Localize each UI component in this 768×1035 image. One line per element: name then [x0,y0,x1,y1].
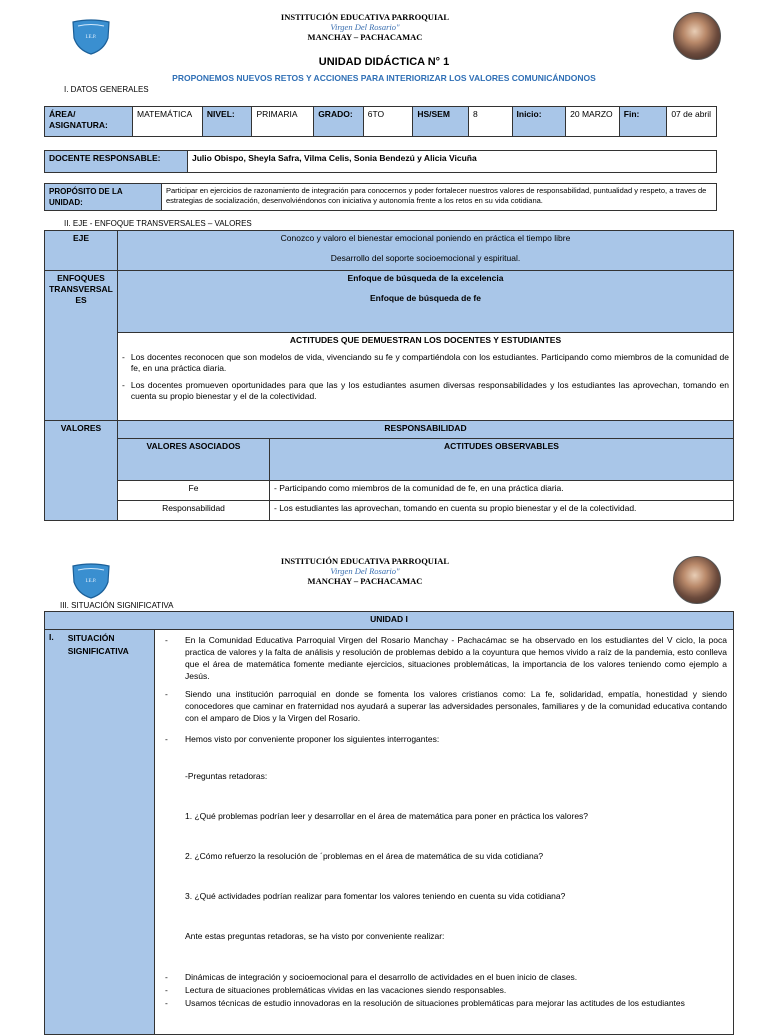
grado-value: 6TO [363,107,413,137]
situacion-paragraph: - En la Comunidad Educativa Parroquial Virgen del Rosario Manchay - Pachacámac se ha observado en los estudiantes del V ciclo, la poca practica de valores y la falta de análisis y resolución de problemas debido a la coyuntura que hemos vivido a raíz de la pandemia, esto conlleva que el área de matemática fomente mediante ejercicios, situaciones problemáticas, la importancia de los valores teniendo como ejemplo a Jesús. [165,635,727,681]
institution-virgin: Virgen Del Rosario" [330,22,400,32]
proposito-value: Participar en ejercicios de razonamiento de integración para conocernos y poder fortalecer nuestros valores de responsabilidad, puntualidad y respeto, a traves de estrategias de socialización, desenvolviéndonos con iniciativa y autonomía frente a los retos en su vida cotidiana. [162,184,717,211]
institution-virgin: Virgen Del Rosario" [330,566,400,576]
fin-value: 07 de abril [667,107,717,137]
valor-responsabilidad: Responsabilidad [118,501,270,521]
section-datos-generales: I. DATOS GENERALES [64,85,149,94]
valor-responsabilidad-text: - Los estudiantes las aprovechan, tomando en cuenta su propio bienestar y el de la colectividad. [270,501,734,521]
school-shield-logo [70,18,112,56]
situacion-table [44,611,734,1035]
unidad-title: UNIDAD I [45,612,734,630]
responsabilidad-title: RESPONSABILIDAD [118,421,734,439]
docente-label: DOCENTE RESPONSABLE: [45,151,188,173]
hs-value: 8 [469,107,513,137]
pregunta-2: 2. ¿Cómo refuerzo la resolución de ´problemas en el área de matemática de su vida cotidiana? [185,851,544,861]
institution-name: INSTITUCIÓN EDUCATIVA PARROQUIAL [280,556,450,566]
actitudes-observables-header: ACTITUDES OBSERVABLES [270,439,734,481]
institution-location: MANCHAY – PACHACAMAC [307,576,423,586]
actitud-2: Los docentes promueven oportunidades para que las y los estudiantes asumen diversas responsabilidades y los estudiantes las aprovechan, tomando en cuenta su propio bienestar y el de la colectividad. [130,380,729,401]
docente-value: Julio Obispo, Sheyla Safra, Vilma Celis, Sonia Bendezú y Alicia Vicuña [188,151,717,173]
eje-line-1: Conozco y valoro el bienestar emocional poniendo en práctica el tiempo libre [280,233,571,243]
docente-table [44,150,717,173]
virgin-mary-photo [673,12,721,60]
area-label: ÁREA/ ASIGNATURA: [45,107,133,137]
actitudes-cell [118,333,734,421]
general-data-table [44,106,717,137]
proposito-label: PROPÓSITO DE LA UNIDAD: [45,184,162,211]
valores-label: VALORES [45,421,118,521]
situacion-content [155,630,734,1035]
eje-line-2: Desarrollo del soporte socioemocional y espiritual. [330,253,521,263]
situacion-paragraph: - Hemos visto por conveniente proponer los siguientes interrogantes: [165,734,440,744]
unit-title: UNIDAD DIDÁCTICA N° 1 [318,56,450,68]
school-shield-logo [70,562,112,600]
enfoques-cell [118,271,734,333]
svg-text:I.E.P.: I.E.P. [85,579,97,584]
situacion-label-cell [45,630,155,1035]
actividad-item: - Lectura de situaciones problemáticas vividas en las vacaciones siendo responsables. [165,985,507,995]
svg-text:I.E.P.: I.E.P. [85,35,97,40]
enfoque-fe: Enfoque de búsqueda de fe [370,293,481,303]
pregunta-3: 3. ¿Qué actividades podrían realizar para fomentar los valores teniendo en cuenta su vida cotidiana? [185,891,566,901]
situacion-label: SITUACIÓN SIGNIFICATIVA [67,633,129,656]
valores-asociados-header: VALORES ASOCIADOS [118,439,270,481]
unit-subtitle: PROPONEMOS NUEVOS RETOS Y ACCIONES PARA INTERIORIZAR LOS VALORES COMUNICÁNDONOS [172,73,596,83]
actividad-item: - Dinámicas de integración y socioemocional para el desarrollo de actividades en el buen inicio de clases. [165,972,578,982]
section-situacion-significativa: III. SITUACIÓN SIGNIFICATIVA [60,601,174,610]
eje-cell [118,231,734,271]
valor-fe: Fe [118,481,270,501]
actitud-item: - Los docentes reconocen que son modelos de vida, vivenciando su fe y compartiéndola con los estudiantes. Participando como miembros de la comunidad de fe, en una práctica diaria. [122,352,729,373]
actividad-3: Usamos técnicas de estudio innovadoras en la resolución de situaciones problemáticas para mejorar las actitudes de los estudiantes [185,998,685,1008]
actitudes-title: ACTITUDES QUE DEMUESTRAN LOS DOCENTES Y ESTUDIANTES [289,335,562,345]
actividad-1: Dinámicas de integración y socioemocional para el desarrollo de actividades en el buen inicio de clases. [185,972,578,982]
virgin-mary-photo [673,556,721,604]
hs-label: HS/SEM [413,107,469,137]
area-value: MATEMÁTICA [133,107,203,137]
proposito-table [44,183,717,211]
preguntas-retadoras-label: -Preguntas retadoras: [185,771,268,781]
inicio-label: Inicio: [512,107,566,137]
actividad-item: - Usamos técnicas de estudio innovadoras en la resolución de situaciones problemáticas para mejorar las actitudes de los estudiantes [165,998,685,1008]
situacion-para-3: Hemos visto por conveniente proponer los siguientes interrogantes: [185,734,440,744]
actitud-item: - Los docentes promueven oportunidades para que las y los estudiantes asumen diversas responsabilidades y los estudiantes las aprovechan, tomando en cuenta su propio bienestar y el de la colectividad. [122,380,729,401]
institution-name: INSTITUCIÓN EDUCATIVA PARROQUIAL [280,12,450,22]
institution-header [250,12,480,42]
enfoques-label: ENFOQUES TRANSVERSAL ES [45,271,118,421]
eje-label: EJE [45,231,118,271]
fin-label: Fin: [619,107,667,137]
institution-header [250,556,480,586]
nivel-value: PRIMARIA [252,107,314,137]
pregunta-1: 1. ¿Qué problemas podrían leer y desarrollar en el área de matemática para poner en práctica los valores? [185,811,589,821]
actitud-1: Los docentes reconocen que son modelos de vida, vivenciando su fe y compartiéndola con los estudiantes. Participando como miembros de la comunidad de fe, en una práctica diaria. [130,352,729,373]
inicio-value: 20 MARZO [566,107,620,137]
ante-preguntas: Ante estas preguntas retadoras, se ha visto por conveniente realizar: [185,931,445,941]
situacion-para-2: Siendo una institución parroquial en donde se fomenta los valores cristianos como: La fe, solidaridad, empatía, honestidad y siendo conocedores que caminar en fraternidad nos ayudará a superar las adversidades personales, familiares y de la comunidad educativa contando con el amparo de Dios y la Virgen del Rosario. [185,689,727,723]
situacion-para-1: En la Comunidad Educativa Parroquial Virgen del Rosario Manchay - Pachacámac se ha observado en los estudiantes del V ciclo, la poca practica de valores y la falta de análisis y resolución de problemas debido a la coyuntura que hemos vivido a raíz de la pandemia, esto conlleva que el área de matemática fomente mediante ejercicios, situaciones problemáticas, la importancia de los valores teniendo como ejemplo a Jesús. [185,635,727,681]
situacion-number: I. [49,632,54,642]
enfoque-excelencia: Enfoque de búsqueda de la excelencia [347,273,504,283]
institution-location: MANCHAY – PACHACAMAC [307,32,423,42]
situacion-paragraph: - Siendo una institución parroquial en donde se fomenta los valores cristianos como: La fe, solidaridad, empatía, honestidad y siendo conocedores que caminar en fraternidad nos ayudará a superar las adversidades personales, familiares y de la comunidad educativa contando con el amparo de Dios y la Virgen del Rosario. [165,689,727,723]
grado-label: GRADO: [314,107,364,137]
actividad-2: Lectura de situaciones problemáticas vividas en las vacaciones siendo responsables. [185,985,507,995]
valor-fe-text: - Participando como miembros de la comunidad de fe, en una práctica diaria. [270,481,734,501]
section-eje-enfoque: II. EJE - ENFOQUE TRANSVERSALES – VALORES [64,219,252,228]
nivel-label: NIVEL: [202,107,252,137]
eje-enfoque-table [44,230,734,521]
